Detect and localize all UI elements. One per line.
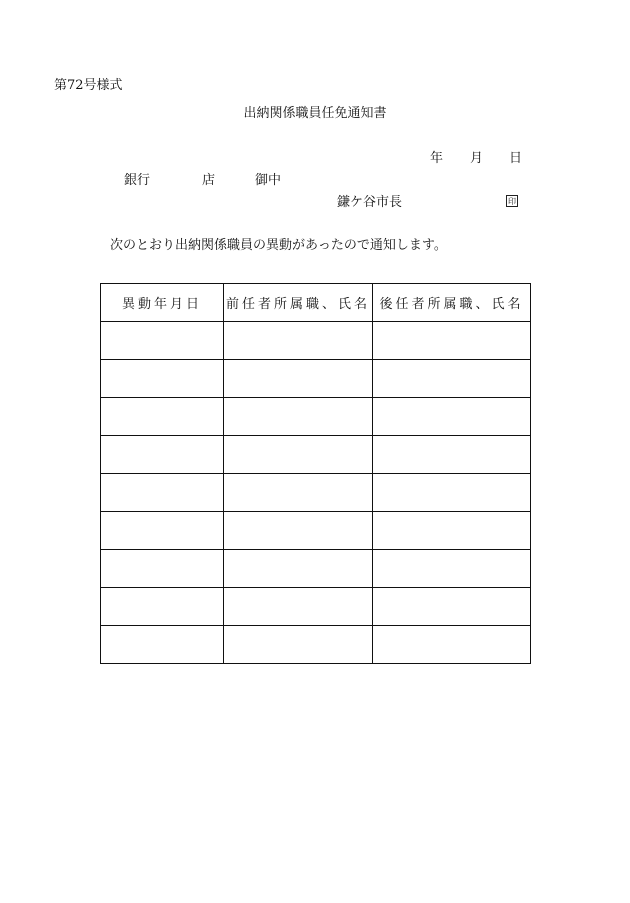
table-cell[interactable]	[224, 360, 373, 398]
table-cell[interactable]	[101, 626, 224, 664]
notice-text: 次のとおり出納関係職員の異動があったので通知します。	[110, 238, 447, 253]
table-cell[interactable]	[224, 588, 373, 626]
personnel-change-table	[100, 283, 531, 664]
table-row	[101, 512, 531, 550]
table-cell[interactable]	[101, 322, 224, 360]
date-month-label: 月	[470, 151, 484, 166]
table-cell[interactable]	[373, 474, 531, 512]
table-row	[101, 322, 531, 360]
attn-label: 御中	[255, 173, 282, 188]
table-cell[interactable]	[224, 512, 373, 550]
sender-name: 鎌ケ谷市長	[337, 195, 403, 210]
table-cell[interactable]	[101, 474, 224, 512]
table-row	[101, 474, 531, 512]
form-number: 第72号様式	[54, 78, 123, 93]
table-body	[101, 322, 531, 664]
document-title: 出納関係職員任免通知書	[243, 106, 387, 121]
table-cell[interactable]	[101, 550, 224, 588]
table-row	[101, 550, 531, 588]
table-cell[interactable]	[373, 588, 531, 626]
table-cell[interactable]	[224, 474, 373, 512]
table-cell[interactable]	[224, 436, 373, 474]
table-cell[interactable]	[373, 360, 531, 398]
header-predecessor: 前任者所属職、氏名	[224, 284, 373, 322]
table-header-row	[101, 284, 531, 322]
table-cell[interactable]	[373, 550, 531, 588]
seal-mark: 印	[508, 197, 516, 206]
table-cell[interactable]	[224, 322, 373, 360]
table-cell[interactable]	[373, 322, 531, 360]
table-cell[interactable]	[101, 436, 224, 474]
table-row	[101, 360, 531, 398]
header-change-date: 異動年月日	[101, 284, 224, 322]
bank-label: 銀行	[124, 173, 151, 188]
table-cell[interactable]	[101, 398, 224, 436]
table-row	[101, 436, 531, 474]
table-cell[interactable]	[101, 512, 224, 550]
table-cell[interactable]	[101, 588, 224, 626]
table-row	[101, 588, 531, 626]
date-year-label: 年	[430, 151, 444, 166]
table-cell[interactable]	[101, 360, 224, 398]
table-cell[interactable]	[373, 436, 531, 474]
table-cell[interactable]	[224, 550, 373, 588]
table-cell[interactable]	[224, 398, 373, 436]
table-row	[101, 398, 531, 436]
header-successor: 後任者所属職、氏名	[373, 284, 531, 322]
table-cell[interactable]	[373, 512, 531, 550]
table-cell[interactable]	[373, 626, 531, 664]
date-day-label: 日	[509, 151, 523, 166]
branch-label: 店	[202, 173, 216, 188]
table-cell[interactable]	[224, 626, 373, 664]
table-cell[interactable]	[373, 398, 531, 436]
table-row	[101, 626, 531, 664]
